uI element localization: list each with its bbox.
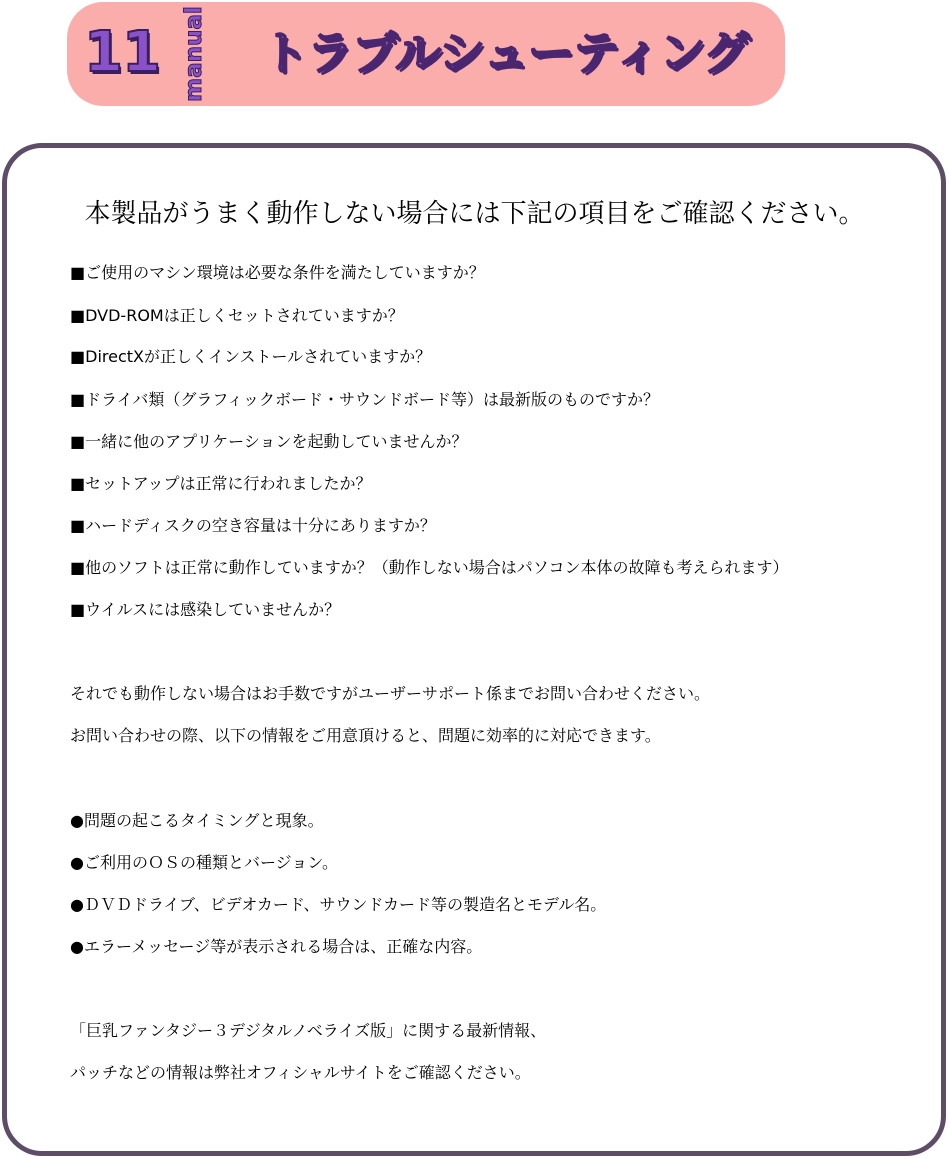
footer-text: 「巨乳ファンタジー３デジタルノベライズ版」に関する最新情報、	[70, 1021, 547, 1040]
lead-text: 本製品がうまく動作しない場合には下記の項目をご確認ください。	[84, 199, 865, 229]
info-item: ●問題の起こるタイミングと現象。	[70, 811, 324, 830]
checklist-item: ■セットアップは正常に行われましたか？	[70, 474, 372, 493]
checklist-item: ■ハードディスクの空き容量は十分にありますか？	[70, 516, 436, 535]
checklist-item: ■DVD-ROMは正しくセットされていますか？	[70, 306, 404, 325]
checklist-item: ■ご使用のマシン環境は必要な条件を満たしていますか？	[70, 263, 485, 282]
checklist-item: ■他のソフトは正常に動作していますか？（動作しない場合はパソコン本体の故障も考えられます）	[70, 558, 789, 577]
checklist-item: ■DirectXが正しくインストールされていますか？	[70, 347, 432, 366]
support-text: それでも動作しない場合はお手数ですがユーザーサポート係までお問い合わせください。	[70, 684, 711, 703]
checklist-item: ■ウイルスには感染していませんか？	[70, 600, 341, 619]
footer-text: パッチなどの情報は弊社オフィシャルサイトをご確認ください。	[70, 1063, 531, 1082]
checklist-item: ■一緒に他のアプリケーションを起動していませんか？	[70, 432, 468, 451]
chapter-number: 11	[84, 20, 160, 85]
manual-label-text: manual	[181, 6, 208, 102]
chapter-title: トラブルシューティング	[262, 26, 749, 80]
support-text: お問い合わせの際、以下の情報をご用意頂けると、問題に効率的に対応できます。	[70, 726, 661, 745]
manual-label	[176, 4, 212, 104]
checklist-item: ■ドライバ類（グラフィックボード・サウンドボード等）は最新版のものですか？	[70, 390, 660, 409]
info-item: ●ＤＶＤドライブ、ビデオカード、サウンドカード等の製造名とモデル名。	[70, 895, 607, 914]
info-item: ●ご利用のＯＳの種類とバージョン。	[70, 853, 339, 872]
content-panel	[2, 143, 946, 1156]
info-item: ●エラーメッセージ等が表示される場合は、正確な内容。	[70, 937, 483, 956]
